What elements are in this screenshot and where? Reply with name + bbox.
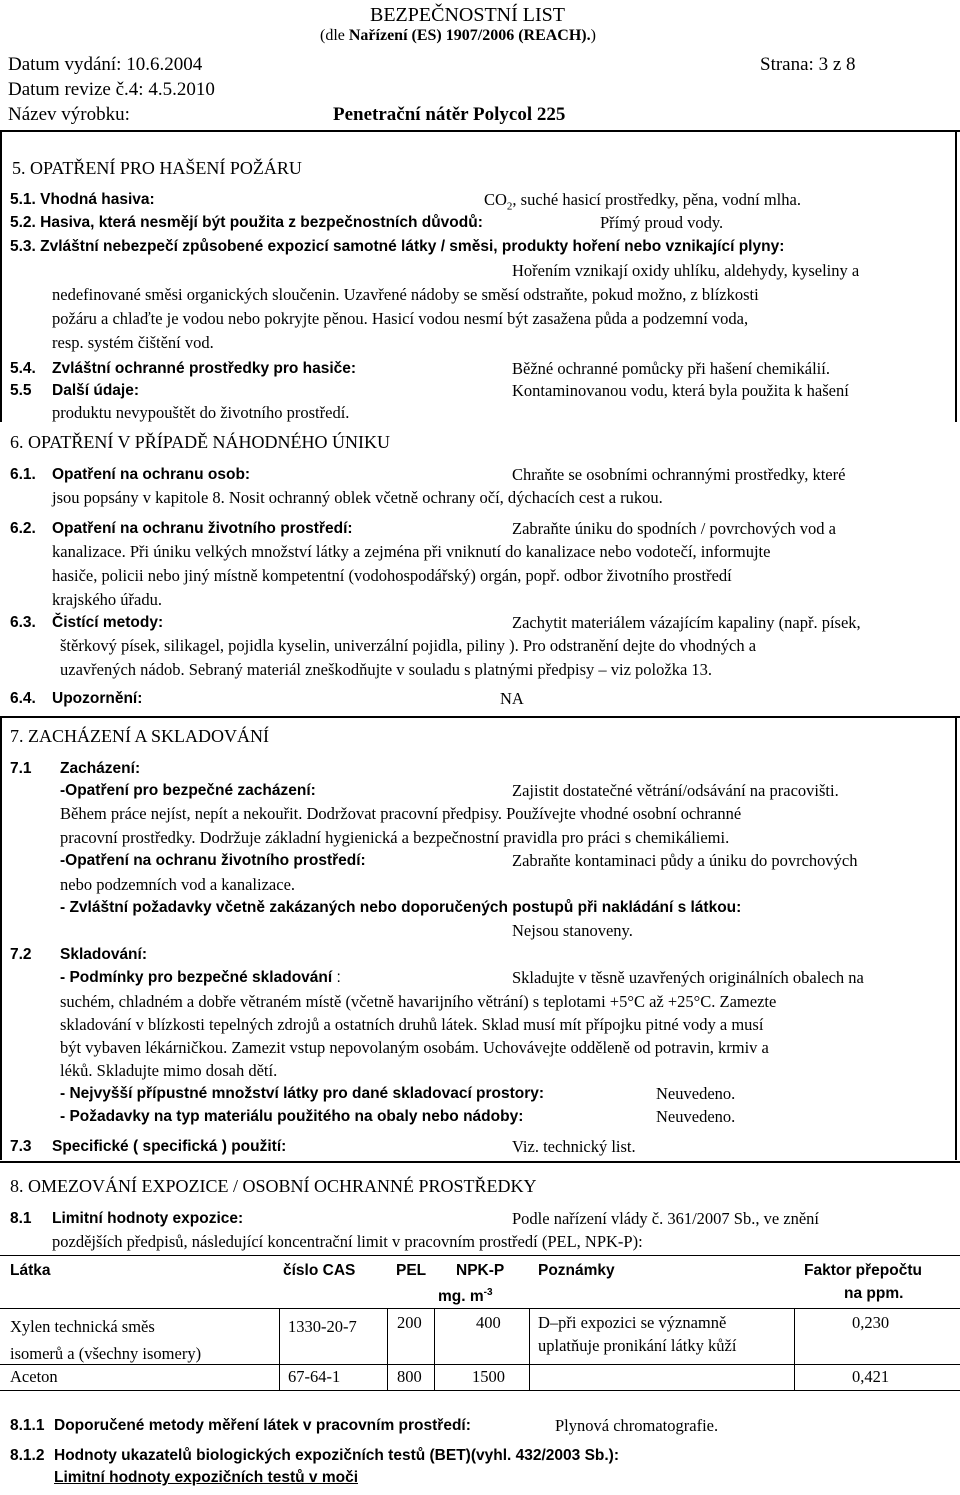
s7-1-label: Zacházení: bbox=[60, 760, 141, 777]
cell-substance: Xylen technická směs bbox=[10, 1317, 155, 1336]
section5-title: 5. OPATŘENÍ PRO HAŠENÍ POŽÁRU bbox=[12, 158, 302, 178]
section7-border-left bbox=[0, 716, 2, 1160]
section6-divider bbox=[0, 716, 960, 718]
s7-2-max-quantity-label: - Nejvyšší přípustné množství látky pro dané skladovací prostory: bbox=[60, 1085, 545, 1102]
s7-1-line2: Během práce nejíst, nepít a nekouřit. Dodržovat pracovní předpisy. Používejte vhodné osobní ochranné bbox=[60, 804, 742, 823]
cell-notes-line2: uplatňuje pronikání látky kůží bbox=[538, 1336, 737, 1355]
cell-pel: 200 bbox=[397, 1313, 422, 1332]
cell-factor: 0,421 bbox=[852, 1367, 890, 1386]
table-col-sep-5 bbox=[794, 1308, 795, 1390]
s5-3-line1: Hořením vznikají oxidy uhlíku, aldehydy, kyseliny a bbox=[512, 261, 860, 280]
th-npk: NPK-P bbox=[456, 1262, 505, 1279]
s5-3-line4: resp. systém čištění vod. bbox=[52, 333, 214, 352]
cell-cas: 1330-20-7 bbox=[288, 1317, 357, 1336]
issue-date: Datum vydání: 10.6.2004 bbox=[8, 54, 203, 75]
s5-1-label: 5.1. Vhodná hasiva: bbox=[10, 191, 155, 208]
s7-2-line2: suchém, chladném a dobře větraném místě (včetně havarijního větrání) s teplotami +5°C až +25°C. Zamezte bbox=[60, 992, 777, 1011]
s6-1-line2: jsou popsány v kapitole 8. Nosit ochranný oblek včetně ochrany očí, dýchacích cest a rukou. bbox=[52, 488, 663, 507]
revision-date: Datum revize č.4: 4.5.2010 bbox=[8, 79, 215, 100]
s6-3-value: Zachytit materiálem vázajícím kapaliny (např. písek, bbox=[512, 613, 861, 632]
th-cas: číslo CAS bbox=[283, 1262, 356, 1279]
cell-notes: D–při expozici se významně bbox=[538, 1313, 727, 1332]
s6-1-value: Chraňte se osobními ochrannými prostředky, které bbox=[512, 465, 846, 484]
s7-1-env-label: -Opatření na ochranu životního prostředí: bbox=[60, 852, 366, 869]
cell-pel: 800 bbox=[397, 1367, 422, 1386]
s6-3-line3: uzavřených nádob. Sebraný materiál zneškodňujte v souladu s platnými předpisy – viz položka 13. bbox=[60, 660, 713, 679]
s8-1-label: Limitní hodnoty expozice: bbox=[52, 1210, 244, 1227]
table-col-sep-2 bbox=[387, 1308, 388, 1390]
s6-4-label: Upozornění: bbox=[52, 690, 143, 707]
s5-5-line2: produktu nevypouštět do životního prostředí. bbox=[52, 403, 350, 422]
s6-2-num: 6.2. bbox=[10, 520, 36, 537]
s8-1-num: 8.1 bbox=[10, 1210, 32, 1227]
s6-4-value: NA bbox=[500, 689, 524, 708]
s5-3-label: 5.3. Zvláštní nebezpečí způsobené expozicí samotné látky / směsi, produkty hoření nebo vznikající plyny: bbox=[10, 238, 785, 255]
s5-2-value: Přímý proud vody. bbox=[600, 213, 724, 232]
s7-2-storage-value: Skladujte v těsně uzavřených originálních obalech na bbox=[512, 968, 864, 987]
s6-3-line2: štěrkový písek, silikagel, pojidla kyselin, univerzální pojidla, piliny ). Pro odstranění dejte do vhodných a bbox=[60, 636, 757, 655]
th-notes: Poznámky bbox=[538, 1262, 615, 1279]
s5-5-num: 5.5 bbox=[10, 382, 32, 399]
s7-1-safe-handling-label: -Opatření pro bezpečné zacházení: bbox=[60, 782, 316, 799]
section8-title: 8. OMEZOVÁNÍ EXPOZICE / OSOBNÍ OCHRANNÉ PROSTŘEDKY bbox=[10, 1176, 537, 1196]
product-label: Název výrobku: bbox=[8, 104, 130, 125]
s5-3-line3: požáru a chlaďte je vodou nebo pokryjte pěnou. Hasicí vodou nesmí být zasažena půda a podzemní voda, bbox=[52, 309, 749, 328]
s6-4-num: 6.4. bbox=[10, 690, 36, 707]
s6-1-label: Opatření na ochranu osob: bbox=[52, 466, 251, 483]
s7-2-num: 7.2 bbox=[10, 946, 32, 963]
s7-2-packaging-value: Neuvedeno. bbox=[656, 1107, 736, 1126]
s7-1-env-value: Zabraňte kontaminaci půdy a úniku do povrchových bbox=[512, 851, 858, 870]
section7-border-right bbox=[955, 716, 957, 1160]
s8-1-1-value: Plynová chromatografie. bbox=[555, 1416, 719, 1435]
page-number: Strana: 3 z 8 bbox=[760, 54, 856, 75]
cell-substance: Aceton bbox=[10, 1367, 58, 1386]
th-unit: mg. $m^{-3}$ bbox=[438, 1287, 493, 1306]
cell-npk: 1500 bbox=[472, 1367, 505, 1386]
s7-3-value: Viz. technický list. bbox=[512, 1137, 636, 1156]
section7-divider bbox=[0, 1161, 960, 1163]
s8-1-value: Podle nařízení vlády č. 361/2007 Sb., ve znění bbox=[512, 1209, 820, 1228]
document-title: BEZPEČNOSTNÍ LIST bbox=[370, 4, 565, 26]
s5-3-line2: nedefinované směsi organických sloučenin. Uzavřené nádoby se směsí odstraňte, pokud možno, z blízkosti bbox=[52, 285, 759, 304]
s7-1-env-line2: nebo podzemních vod a kanalizace. bbox=[60, 875, 296, 894]
s7-2-line5: léků. Skladujte mimo dosah dětí. bbox=[60, 1061, 278, 1080]
table-header-line bbox=[0, 1308, 960, 1309]
s7-2-packaging-label: - Požadavky na typ materiálu použitého na obaly nebo nádoby: bbox=[60, 1108, 524, 1125]
s8-1-1-num: 8.1.1 bbox=[10, 1417, 45, 1434]
s7-2-label: Skladování: bbox=[60, 946, 147, 963]
s5-4-num: 5.4. bbox=[10, 360, 36, 377]
s6-2-label: Opatření na ochranu životního prostředí: bbox=[52, 520, 353, 537]
th-factor-line2: na ppm. bbox=[844, 1285, 904, 1302]
s6-3-num: 6.3. bbox=[10, 614, 36, 631]
header-divider bbox=[0, 130, 960, 132]
s5-2-label: 5.2. Hasiva, která nesmějí být použita z bezpečnostních důvodů: bbox=[10, 214, 483, 231]
s7-1-safe-handling-value: Zajistit dostatečné větrání/odsávání na pracovišti. bbox=[512, 781, 839, 800]
s8-1-line2: pozdějších předpisů, následující koncentrační limit v pracovním prostředí (PEL, NPK-P): bbox=[52, 1232, 643, 1251]
th-factor-line1: Faktor přepočtu bbox=[804, 1262, 922, 1279]
table-top-line bbox=[0, 1255, 960, 1256]
s7-2-line3: skladování v blízkosti tepelných zdrojů a ostatních druhů látek. Sklad musí mít přípojku pitné vody a musí bbox=[60, 1015, 764, 1034]
s8-1-2-subheading: Limitní hodnoty expozičních testů v moči bbox=[54, 1469, 358, 1486]
s6-2-line4: krajského úřadu. bbox=[52, 590, 162, 609]
th-substance: Látka bbox=[10, 1262, 51, 1279]
table-bottom-line bbox=[0, 1390, 960, 1391]
s6-3-label: Čistící metody: bbox=[52, 614, 164, 631]
s7-2-line4: být vybaven lékárničkou. Zamezit vstup nepovolaným osobám. Uchovávejte odděleně od potravin, krmiv a bbox=[60, 1038, 769, 1057]
s5-5-value: Kontaminovanou vodu, která byla použita k hašení bbox=[512, 381, 849, 400]
s7-1-line3: pracovní prostředky. Dodržuje základní hygienická a bezpečnostní pravidla pro práci s chemikáliemi. bbox=[60, 828, 730, 847]
s5-4-label: Zvláštní ochranné prostředky pro hasiče: bbox=[52, 360, 357, 377]
cell-substance-line2: isomerů a (všechny isomery) bbox=[10, 1344, 202, 1363]
th-pel: PEL bbox=[396, 1262, 427, 1279]
s8-1-1-label: Doporučené metody měření látek v pracovním prostředí: bbox=[54, 1417, 471, 1434]
cell-cas: 67-64-1 bbox=[288, 1367, 341, 1386]
s5-4-value: Běžné ochranné pomůcky při hašení chemikálií. bbox=[512, 359, 830, 378]
s7-1-special-label: - Zvláštní požadavky včetně zakázaných nebo doporučených postupů při nakládání s látkou: bbox=[60, 899, 742, 916]
table-col-sep-3 bbox=[434, 1308, 435, 1390]
s7-3-label: Specifické ( specifická ) použití: bbox=[52, 1138, 287, 1155]
table-col-sep-1 bbox=[279, 1308, 280, 1390]
s6-2-value: Zabraňte úniku do spodních / povrchových vod a bbox=[512, 519, 836, 538]
s7-3-num: 7.3 bbox=[10, 1138, 32, 1155]
regulation-reference: (dle Nařízení (ES) 1907/2006 (REACH).) bbox=[320, 27, 596, 44]
s7-1-num: 7.1 bbox=[10, 760, 32, 777]
cell-factor: 0,230 bbox=[852, 1313, 890, 1332]
s6-1-num: 6.1. bbox=[10, 466, 36, 483]
section6-title: 6. OPATŘENÍ V PŘÍPADĚ NÁHODNÉHO ÚNIKU bbox=[10, 432, 391, 452]
s7-2-storage-label: - Podmínky pro bezpečné skladování : bbox=[60, 969, 341, 986]
s8-1-2-label: Hodnoty ukazatelů biologických expozičních testů (BET)(vyhl. 432/2003 Sb.): bbox=[54, 1447, 620, 1464]
s7-2-max-quantity-value: Neuvedeno. bbox=[656, 1084, 736, 1103]
s6-2-line2: kanalizace. Při úniku velkých množství látky a zejména při vniknutí do kanalizace nebo vodotečí, informujte bbox=[52, 542, 771, 561]
section5-border-right bbox=[955, 130, 957, 422]
s6-2-line3: hasiče, policii nebo jiný místně kompetentní (vodohospodářský) orgán, popř. odbor životního prostředí bbox=[52, 566, 732, 585]
s5-1-value: $CO_2$, suché hasicí prostředky, pěna, vodní mlha. bbox=[484, 190, 801, 213]
section5-border-left bbox=[0, 130, 2, 422]
table-row-line bbox=[0, 1364, 960, 1365]
table-col-sep-4 bbox=[529, 1308, 530, 1390]
s8-1-2-num: 8.1.2 bbox=[10, 1447, 45, 1464]
section7-title: 7. ZACHÁZENÍ A SKLADOVÁNÍ bbox=[10, 726, 269, 746]
cell-npk: 400 bbox=[476, 1313, 501, 1332]
s7-1-special-value: Nejsou stanoveny. bbox=[512, 921, 633, 940]
product-name: Penetrační nátěr Polycol 225 bbox=[333, 104, 566, 125]
s5-5-label: Další údaje: bbox=[52, 382, 139, 399]
